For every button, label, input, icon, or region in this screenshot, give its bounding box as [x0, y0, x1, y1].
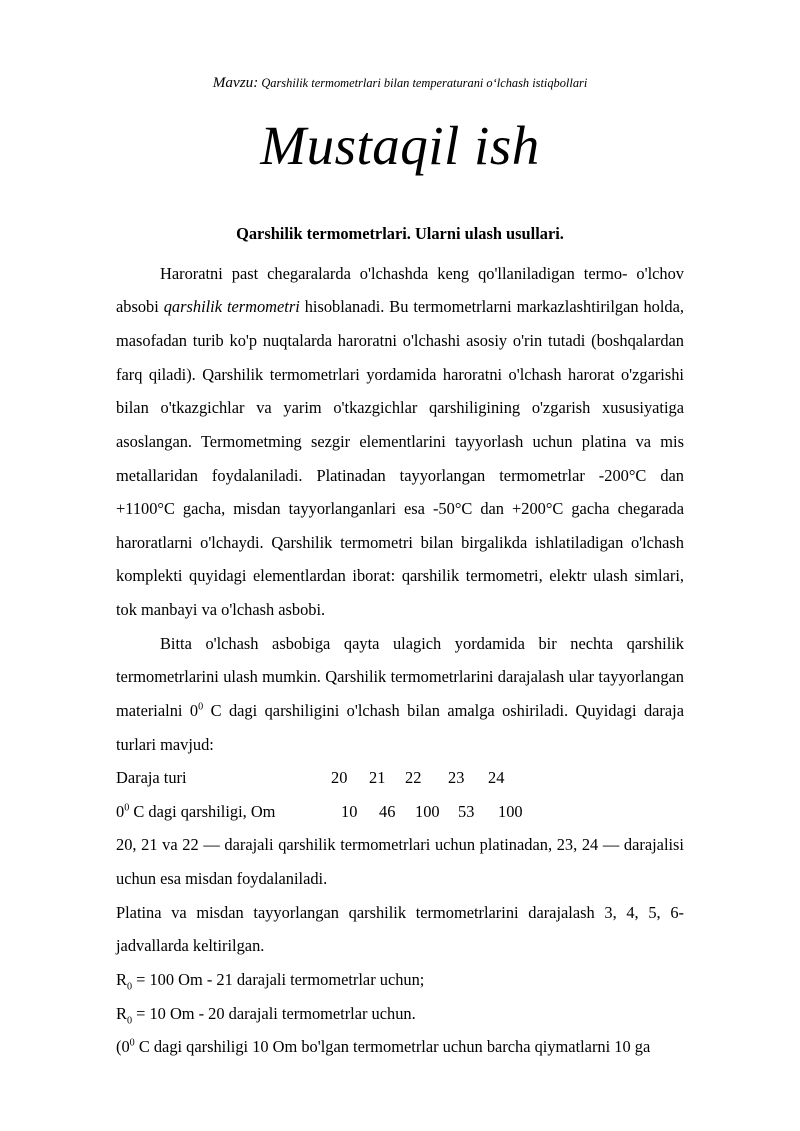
subject-label: Mavzu: — [212, 74, 259, 91]
paragraph-7-part-b: C dagi qarshiligi 10 Om bo'lgan termometrlar uchun barcha qiymatlarni 10 ga — [134, 1037, 651, 1057]
paragraph-5-subscript: 0 — [126, 981, 133, 993]
table-row-label-daraja-turi: Daraja turi — [116, 768, 187, 788]
table-row — [116, 795, 684, 829]
paragraph-2-superscript: 0 — [198, 701, 204, 713]
paragraph-6-part-b: = 10 Om - 20 darajali termometrlar uchun. — [132, 1003, 416, 1023]
table-cell: 20 — [331, 768, 348, 788]
paragraph-7 — [116, 1030, 684, 1064]
table-cell: 46 — [379, 801, 396, 821]
paragraph-5-part-b: = 100 Om - 21 darajali termometrlar uchun; — [132, 969, 425, 989]
paragraph-5 — [116, 963, 684, 997]
table-cell: 23 — [448, 768, 465, 788]
paragraph-6-subscript: 0 — [126, 1014, 133, 1026]
paragraph-7-superscript: 0 — [129, 1037, 135, 1049]
paragraph-1 — [116, 245, 684, 627]
table-row-label-superscript: 0 — [124, 802, 130, 814]
table-row-label-part-b: C dagi qarshiligi, Om — [129, 801, 276, 821]
table-cell: 21 — [369, 768, 386, 788]
page-title: Mustaqil ish — [260, 115, 540, 177]
table-cell: 24 — [488, 768, 505, 788]
paragraph-7-part-a: (0 — [116, 1037, 130, 1057]
table-cell: 53 — [458, 801, 475, 821]
paragraph-6-part-a: R — [116, 1003, 127, 1023]
paragraph-2-part-a: Bitta o'lchash asbobiga qayta ulagich yordamida bir nechta qarshilik termometrlarini ulash mumkin. Qarshilik termometrlarini darajalash ular tayyorlangan materialni 0 — [116, 633, 684, 720]
paragraph-1-part-b: hisoblanadi. Bu termometrlarni markazlashtirilgan holda, masofadan turib ko'p nuqtalarda haroratni o'lchashi asosiy o'rin tutadi (boshqalardan farq qiladi). Qarshilik termometrlari yordamida haroratni o'lchash harorat o'zgarishi bilan o'tkazgichlar va yarim o'tkazgichlar qarshiligining o'zgarish xususiyatiga asoslangan. Termometming sezgir elementlarini tayyorlash uchun platina va mis metallaridan foydalaniladi. Platinadan tayyorlangan termometrlar -200°C dan +1100°C gacha, misdan tayyorlanganlari esa -50°C dan +200°C gacha chegarada haroratlarni o'lchaydi. Qarshilik termometri bilan birgalikda ishlatiladigan o'lchash komplekti quyidagi elementlardan iborat: qarshilik termometri, elektr ulash simlari, tok manbayi va o'lchash asbobi. — [116, 297, 684, 620]
paragraph-4: Platina va misdan tayyorlangan qarshilik termometrlarini darajalash 3, 4, 5, 6-jadvallarda keltirilgan. — [116, 902, 684, 956]
paragraph-2 — [116, 627, 684, 762]
table-row — [116, 761, 684, 795]
table-cell: 100 — [415, 801, 440, 821]
document-content — [116, 0, 684, 1064]
table-row-label-qarshiligi — [116, 795, 331, 829]
subject-text: Qarshilik termometrlari bilan temperaturani o‘lchash istiqbollari — [261, 76, 588, 90]
table-cell: 10 — [341, 801, 358, 821]
paragraph-6 — [116, 997, 684, 1031]
paragraph-2-part-b: C dagi qarshiligini o'lchash bilan amalga oshiriladi. Quyidagi daraja turlari mavjud: — [116, 700, 684, 754]
paragraph-1-part-a: Haroratni past chegaralarda o'lchashda keng qo'llaniladigan termo- o'lchov absobi — [116, 263, 684, 317]
paragraph-5-part-a: R — [116, 969, 127, 989]
table-cell: 100 — [498, 801, 523, 821]
table-cell: 22 — [405, 768, 422, 788]
section-heading: Qarshilik termometrlari. Ularni ulash usullari. — [236, 224, 564, 244]
paragraph-3: 20, 21 va 22 — darajali qarshilik termometrlari uchun platinadan, 23, 24 — darajalisi uchun esa misdan foydalaniladi. — [116, 835, 684, 889]
table-row-label-part-a: 0 — [116, 801, 125, 821]
paragraph-1-emphasis: qarshilik termometri — [163, 297, 300, 317]
subject-line — [116, 74, 684, 92]
